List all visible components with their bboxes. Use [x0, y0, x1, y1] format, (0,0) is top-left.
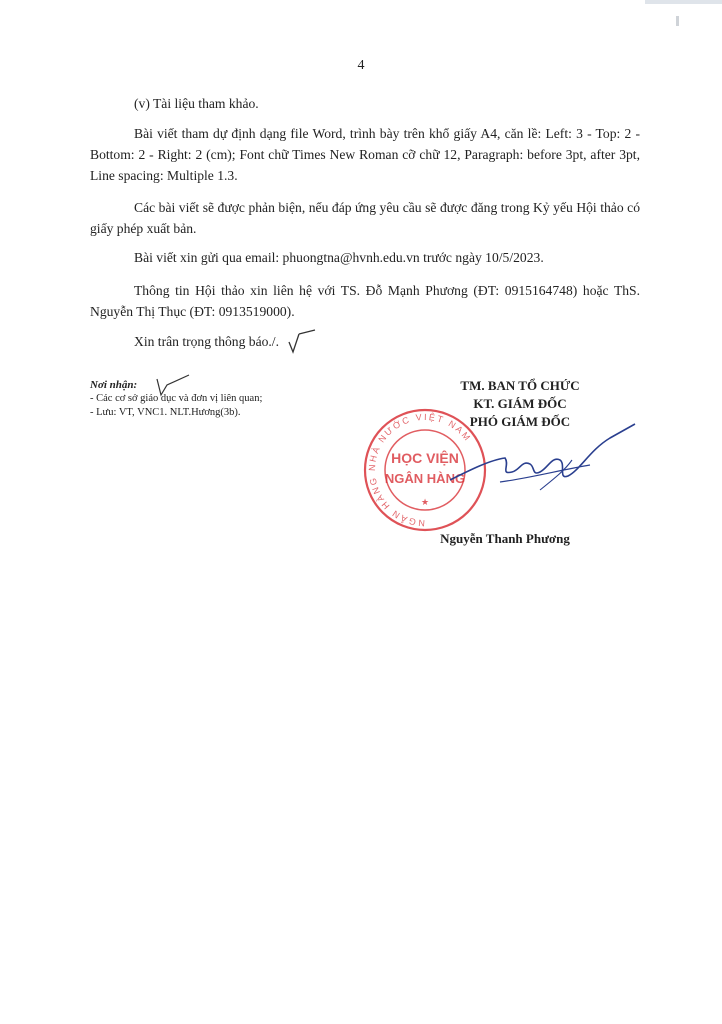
recipients-block — [90, 378, 390, 420]
initial-mark-icon — [287, 328, 317, 356]
seal-inner-top: HỌC VIỆN — [391, 450, 459, 466]
scan-edge-mark — [645, 0, 722, 4]
seal-inner-bottom: NGÂN HÀNG — [384, 471, 466, 486]
recipients-heading: Nơi nhận: — [90, 379, 138, 391]
paragraph-format: Bài viết tham dự định dạng file Word, trình bày trên khổ giấy A4, căn lề: Left: 3 - Top: 2 - Bottom: 2 - Right: 2 (cm); Font chữ Times New Roman cỡ chữ 12, Paragraph: before 3pt, after 3pt, Line spacing: Multiple 1.3. — [90, 126, 640, 183]
signer-title: KT. GIÁM ĐỐC — [473, 396, 567, 411]
handwritten-signature — [440, 420, 640, 500]
page-number: 4 — [357, 58, 365, 73]
signer-title: PHÓ GIÁM ĐỐC — [469, 414, 571, 429]
paragraph-contact: Thông tin Hội thảo xin liên hệ với TS. Đỗ Mạnh Phương (ĐT: 0915164748) hoặc ThS. Nguyễn Thị Thục (ĐT: 0913519000). — [90, 283, 640, 319]
seal-ring-text: NGÂN HÀNG NHÀ NƯỚC VIỆT NAM — [366, 411, 474, 529]
signer-name: Nguyễn Thanh Phương — [440, 531, 570, 546]
paragraph-references: (v) Tài liệu tham khảo. — [134, 96, 259, 111]
recipient-line: - Lưu: VT, VNC1. NLT.Hương(3b). — [90, 407, 241, 418]
paragraph-email: Bài viết xin gửi qua email: phuongtna@hvnh.edu.vn trước ngày 10/5/2023. — [134, 250, 544, 265]
recipient-line: - Các cơ sở giáo dục và đơn vị liên quan; — [90, 393, 263, 404]
initial-mark-icon — [155, 373, 191, 399]
paragraph-review: Các bài viết sẽ được phản biện, nếu đáp ứng yêu cầu sẽ được đăng trong Kỷ yếu Hội thảo có giấy phép xuất bản. — [90, 200, 640, 236]
paragraph-closing: Xin trân trọng thông báo./. — [134, 334, 279, 349]
scan-dot-mark — [676, 16, 679, 26]
svg-text:★: ★ — [420, 497, 430, 507]
signer-title: TM. BAN TỔ CHỨC — [460, 378, 580, 393]
